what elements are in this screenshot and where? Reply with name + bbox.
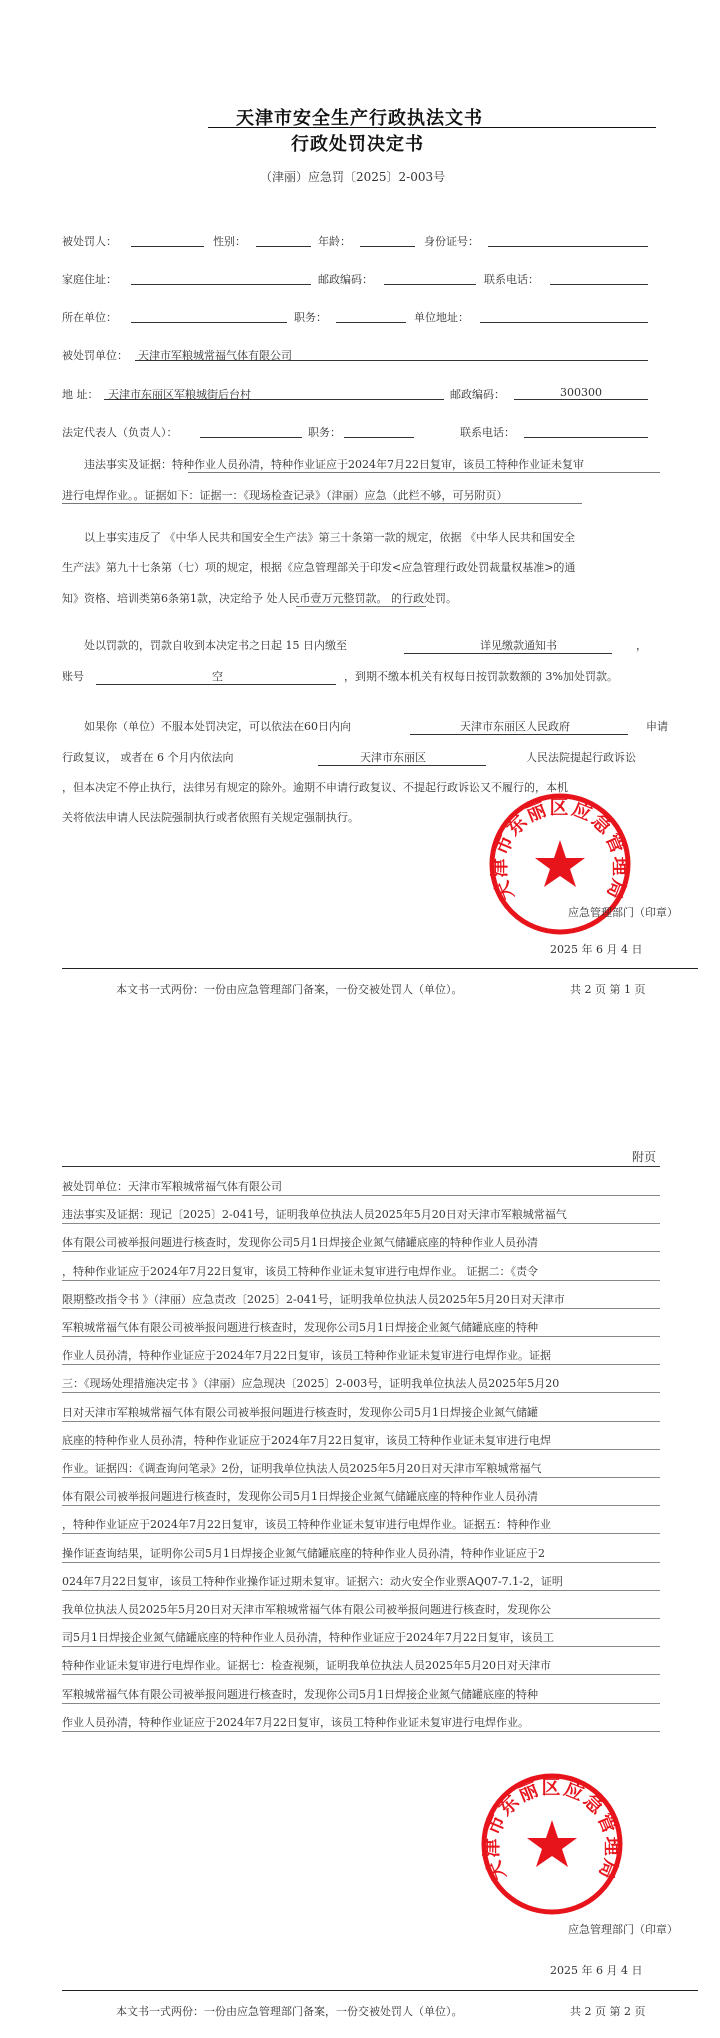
label-home-address: 家庭住址： xyxy=(62,273,117,286)
attachment-rule xyxy=(62,1336,660,1337)
attachment-line: 024年7月22日复审，该员工特种作业操作证过期未复审。证据六：动火安全作业票AQ07-7.1-2，证明 xyxy=(62,1574,563,1588)
label-legal-rep: 法定代表人（负责人）： xyxy=(62,426,178,439)
sign-label-2: 应急管理部门（印章） xyxy=(568,1923,678,1936)
appeal-apply: 申请 xyxy=(646,720,668,733)
seal-text-2: 天津市东丽区应急管理局 xyxy=(480,1776,624,1884)
label-legal-rep-position: 职务： xyxy=(308,426,341,439)
attachment-line: 日对天津市军粮城常福气体有限公司被举报问题进行核查时，发现你公司5月1日焊接企业氮气储罐 xyxy=(62,1405,538,1419)
label-age: 年龄： xyxy=(318,235,351,248)
field-employer-address xyxy=(480,322,648,323)
attachment-rule xyxy=(62,1533,660,1534)
attachment-line: 被处罚单位：天津市军粮城常福气体有限公司 xyxy=(62,1180,282,1193)
field-address xyxy=(104,399,444,400)
document-subtitle: 行政处罚决定书 xyxy=(291,134,424,155)
attachment-rule xyxy=(62,1703,660,1704)
field-punished-person xyxy=(131,246,204,247)
label-legal-rep-phone: 联系电话： xyxy=(460,426,515,439)
attachment-rule xyxy=(62,1392,660,1393)
attachment-rule xyxy=(62,1251,660,1252)
attachment-line: 违法事实及证据：现记〔2025〕2-041号，证明我单位执法人员2025年5月20日对天津市军粮城常福气 xyxy=(62,1208,567,1222)
attachment-rule xyxy=(62,1674,660,1675)
attachment-rule xyxy=(62,1280,660,1281)
field-legal-rep-position xyxy=(344,437,414,438)
attachment-rule xyxy=(62,1646,660,1647)
document-number: （津丽）应急罚〔2025〕2-003号 xyxy=(260,170,446,184)
label-gender: 性别： xyxy=(213,235,246,248)
footer-note-2: 本文书一式两份：一份由应急管理部门备案，一份交被处罚人（单位）。 xyxy=(116,2005,463,2018)
attachment-top-rule xyxy=(62,1166,660,1167)
attachment-rule xyxy=(62,1308,660,1309)
attachment-rule xyxy=(62,1364,660,1365)
attachment-rule xyxy=(62,1223,660,1224)
payment-comma: ， xyxy=(636,639,647,652)
attachment-tag: 附页 xyxy=(632,1150,657,1164)
payment-destination-underline xyxy=(404,653,612,654)
attachment-rule xyxy=(62,1590,660,1591)
label-id-number: 身份证号： xyxy=(424,235,479,248)
footer-rule-2 xyxy=(62,1990,698,1991)
official-seal-icon-2 xyxy=(478,1770,626,1918)
attachment-rule xyxy=(62,1505,660,1506)
sign-label-1: 应急管理部门（印章） xyxy=(568,906,678,919)
attachment-rule xyxy=(62,1195,660,1196)
document-title: 天津市安全生产行政执法文书 xyxy=(236,108,483,129)
date-2: 2025 年 6 月 4 日 xyxy=(550,1964,643,1977)
field-gender xyxy=(256,246,311,247)
label-unit-postcode: 邮政编码： xyxy=(450,388,505,401)
label-employer-address: 单位地址： xyxy=(414,311,469,324)
attachment-line: ，特种作业证应于2024年7月22日复审，该员工特种作业证未复审进行电焊作业。 证据二：《责令 xyxy=(62,1264,538,1278)
violation-line-3: 知》资格、培训类第6条第1款，决定给予 处人民币壹万元整罚款。 的行政处罚。 xyxy=(62,592,457,605)
attachment-line: 作业人员孙清，特种作业证应于2024年7月22日复审，该员工特种作业证未复审进行电焊作业。 xyxy=(62,1715,529,1729)
facts-underline-2 xyxy=(62,503,582,504)
label-punished-unit: 被处罚单位： xyxy=(62,349,128,362)
field-legal-rep-phone xyxy=(524,437,648,438)
attachment-line: 特种作业证未复审进行电焊作业。证据七：检查视频，证明我单位执法人员2025年5月20日对天津市 xyxy=(62,1659,551,1673)
field-employer xyxy=(131,322,287,323)
attachment-line: 司5月1日焊接企业氮气储罐底座的特种作业人员孙清，特种作业证应于2024年7月22日复审，该员工 xyxy=(62,1631,554,1645)
attachment-line: 军粮城常福气体有限公司被举报问题进行核查时，发现你公司5月1日焊接企业氮气储罐底座的特种 xyxy=(62,1321,538,1334)
attachment-line: ，特种作业证应于2024年7月22日复审，该员工特种作业证未复审进行电焊作业。证据五：特种作业 xyxy=(62,1518,551,1532)
appeal-line-3: ，但本决定不停止执行，法律另有规定的除外。逾期不申请行政复议、不提起行政诉讼又不履行的，本机 xyxy=(62,781,568,794)
violation-line-2: 生产法》第九十七条第（七）项的规定，根据《应急管理部关于印发<应急管理行政处罚裁量权基准>的通 xyxy=(62,561,576,574)
account-value: 空 xyxy=(212,670,223,683)
label-postcode: 邮政编码： xyxy=(318,273,373,286)
footer-rule-1 xyxy=(62,968,698,969)
appeal-court-suffix: 人民法院提起行政诉讼 xyxy=(526,751,636,764)
attachment-line: 限期整改指令书 》（津丽）应急责改〔2025〕2-041号，证明我单位执法人员2025年5月20日对天津市 xyxy=(62,1292,565,1306)
appeal-line-1: 如果你（单位）不服本处罚决定，可以依法在60日内向 xyxy=(84,720,351,733)
attachment-rule xyxy=(62,1562,660,1563)
facts-line-2: 进行电焊作业。。证据如下：证据一：《现场检查记录》（津丽）应急（此栏不够，可另附页） xyxy=(62,489,508,502)
attachment-line: 底座的特种作业人员孙清，特种作业证应于2024年7月22日复审，该员工特种作业证未复审进行电焊 xyxy=(62,1433,551,1447)
attachment-rule xyxy=(62,1449,660,1450)
attachment-line: 作业人员孙清，特种作业证应于2024年7月22日复审，该员工特种作业证未复审进行电焊作业。证据 xyxy=(62,1349,551,1363)
attachment-line: 体有限公司被举报问题进行核查时，发现你公司5月1日焊接企业氮气储罐底座的特种作业人员孙清 xyxy=(62,1236,538,1250)
field-punished-unit xyxy=(135,360,648,361)
field-home-address xyxy=(131,284,311,285)
payment-destination: 详见缴款通知书 xyxy=(480,639,557,652)
date-1: 2025 年 6 月 4 日 xyxy=(550,943,643,956)
appeal-court: 天津市东丽区 xyxy=(360,751,426,764)
appeal-government-underline xyxy=(410,734,628,735)
field-unit-postcode xyxy=(514,399,648,400)
field-position xyxy=(336,322,406,323)
appeal-government: 天津市东丽区人民政府 xyxy=(460,720,570,733)
account-label: 账号 xyxy=(62,670,84,683)
appeal-line-2: 行政复议， 或者在 6 个月内依法向 xyxy=(62,751,234,764)
violation-line-1: 以上事实违反了 《中华人民共和国安全生产法》第三十条第一款的规定，依据 《中华人民共和国安全 xyxy=(84,531,575,544)
page-info-1: 共 2 页 第 1 页 xyxy=(570,983,646,996)
field-legal-rep xyxy=(200,437,302,438)
label-employer: 所在单位： xyxy=(62,311,117,324)
field-postcode xyxy=(384,284,476,285)
page-info-2: 共 2 页 第 2 页 xyxy=(570,2005,646,2018)
attachment-rule xyxy=(62,1731,660,1732)
field-id-number xyxy=(488,246,648,247)
appeal-line-4: 关将依法申请人民法院强制执行或者依照有关规定强制执行。 xyxy=(62,811,359,824)
field-phone xyxy=(550,284,648,285)
attachment-line: 体有限公司被举报问题进行核查时，发现你公司5月1日焊接企业氮气储罐底座的特种作业人员孙清 xyxy=(62,1490,538,1504)
attachment-rule xyxy=(62,1477,660,1478)
facts-line-1: 违法事实及证据：特种作业人员孙清，特种作业证应于2024年7月22日复审，该员工特种作业证未复审 xyxy=(84,458,584,471)
attachment-line: 军粮城常福气体有限公司被举报问题进行核查时，发现你公司5月1日焊接企业氮气储罐底座的特种 xyxy=(62,1687,538,1701)
payment-line-1: 处以罚款的，罚款自收到本决定书之日起 15 日内缴至 xyxy=(84,639,347,652)
attachment-rule xyxy=(62,1618,660,1619)
attachment-line: 三：《现场处理措施决定书 》（津丽）应急现决〔2025〕2-003号，证明我单位执法人员2025年5月20 xyxy=(62,1377,560,1391)
penalty-underline xyxy=(296,606,426,607)
field-age xyxy=(360,246,415,247)
label-punished-person: 被处罚人： xyxy=(62,235,117,248)
attachment-rule xyxy=(62,1421,660,1422)
value-address: 天津市东丽区军粮城街后台村 xyxy=(108,388,251,401)
footer-note-1: 本文书一式两份：一份由应急管理部门备案，一份交被处罚人（单位）。 xyxy=(116,983,463,996)
appeal-court-underline xyxy=(318,765,486,766)
title-underline xyxy=(208,127,656,128)
facts-underline-1 xyxy=(188,472,660,473)
label-position: 职务： xyxy=(294,311,327,324)
value-unit-postcode: 300300 xyxy=(560,386,602,399)
attachment-line: 我单位执法人员2025年5月20日对天津市军粮城常福气体有限公司被举报问题进行核查时，发现你公 xyxy=(62,1603,551,1616)
label-phone: 联系电话： xyxy=(484,273,539,286)
seal-text-1: 天津市东丽区应急管理局 xyxy=(488,796,632,904)
label-address: 地 址： xyxy=(62,388,99,401)
late-fee-text: ，到期不缴本机关有权每日按罚款数额的 3%加处罚款。 xyxy=(344,670,618,683)
account-underline xyxy=(96,684,336,685)
attachment-line: 操作证查询结果，证明你公司5月1日焊接企业氮气储罐底座的特种作业人员孙清，特种作业证应于2 xyxy=(62,1546,545,1560)
value-punished-unit: 天津市军粮城常福气体有限公司 xyxy=(138,349,292,362)
attachment-line: 作业。证据四：《调查询问笔录》2份，证明我单位执法人员2025年5月20日对天津市军粮城常福气 xyxy=(62,1462,542,1475)
